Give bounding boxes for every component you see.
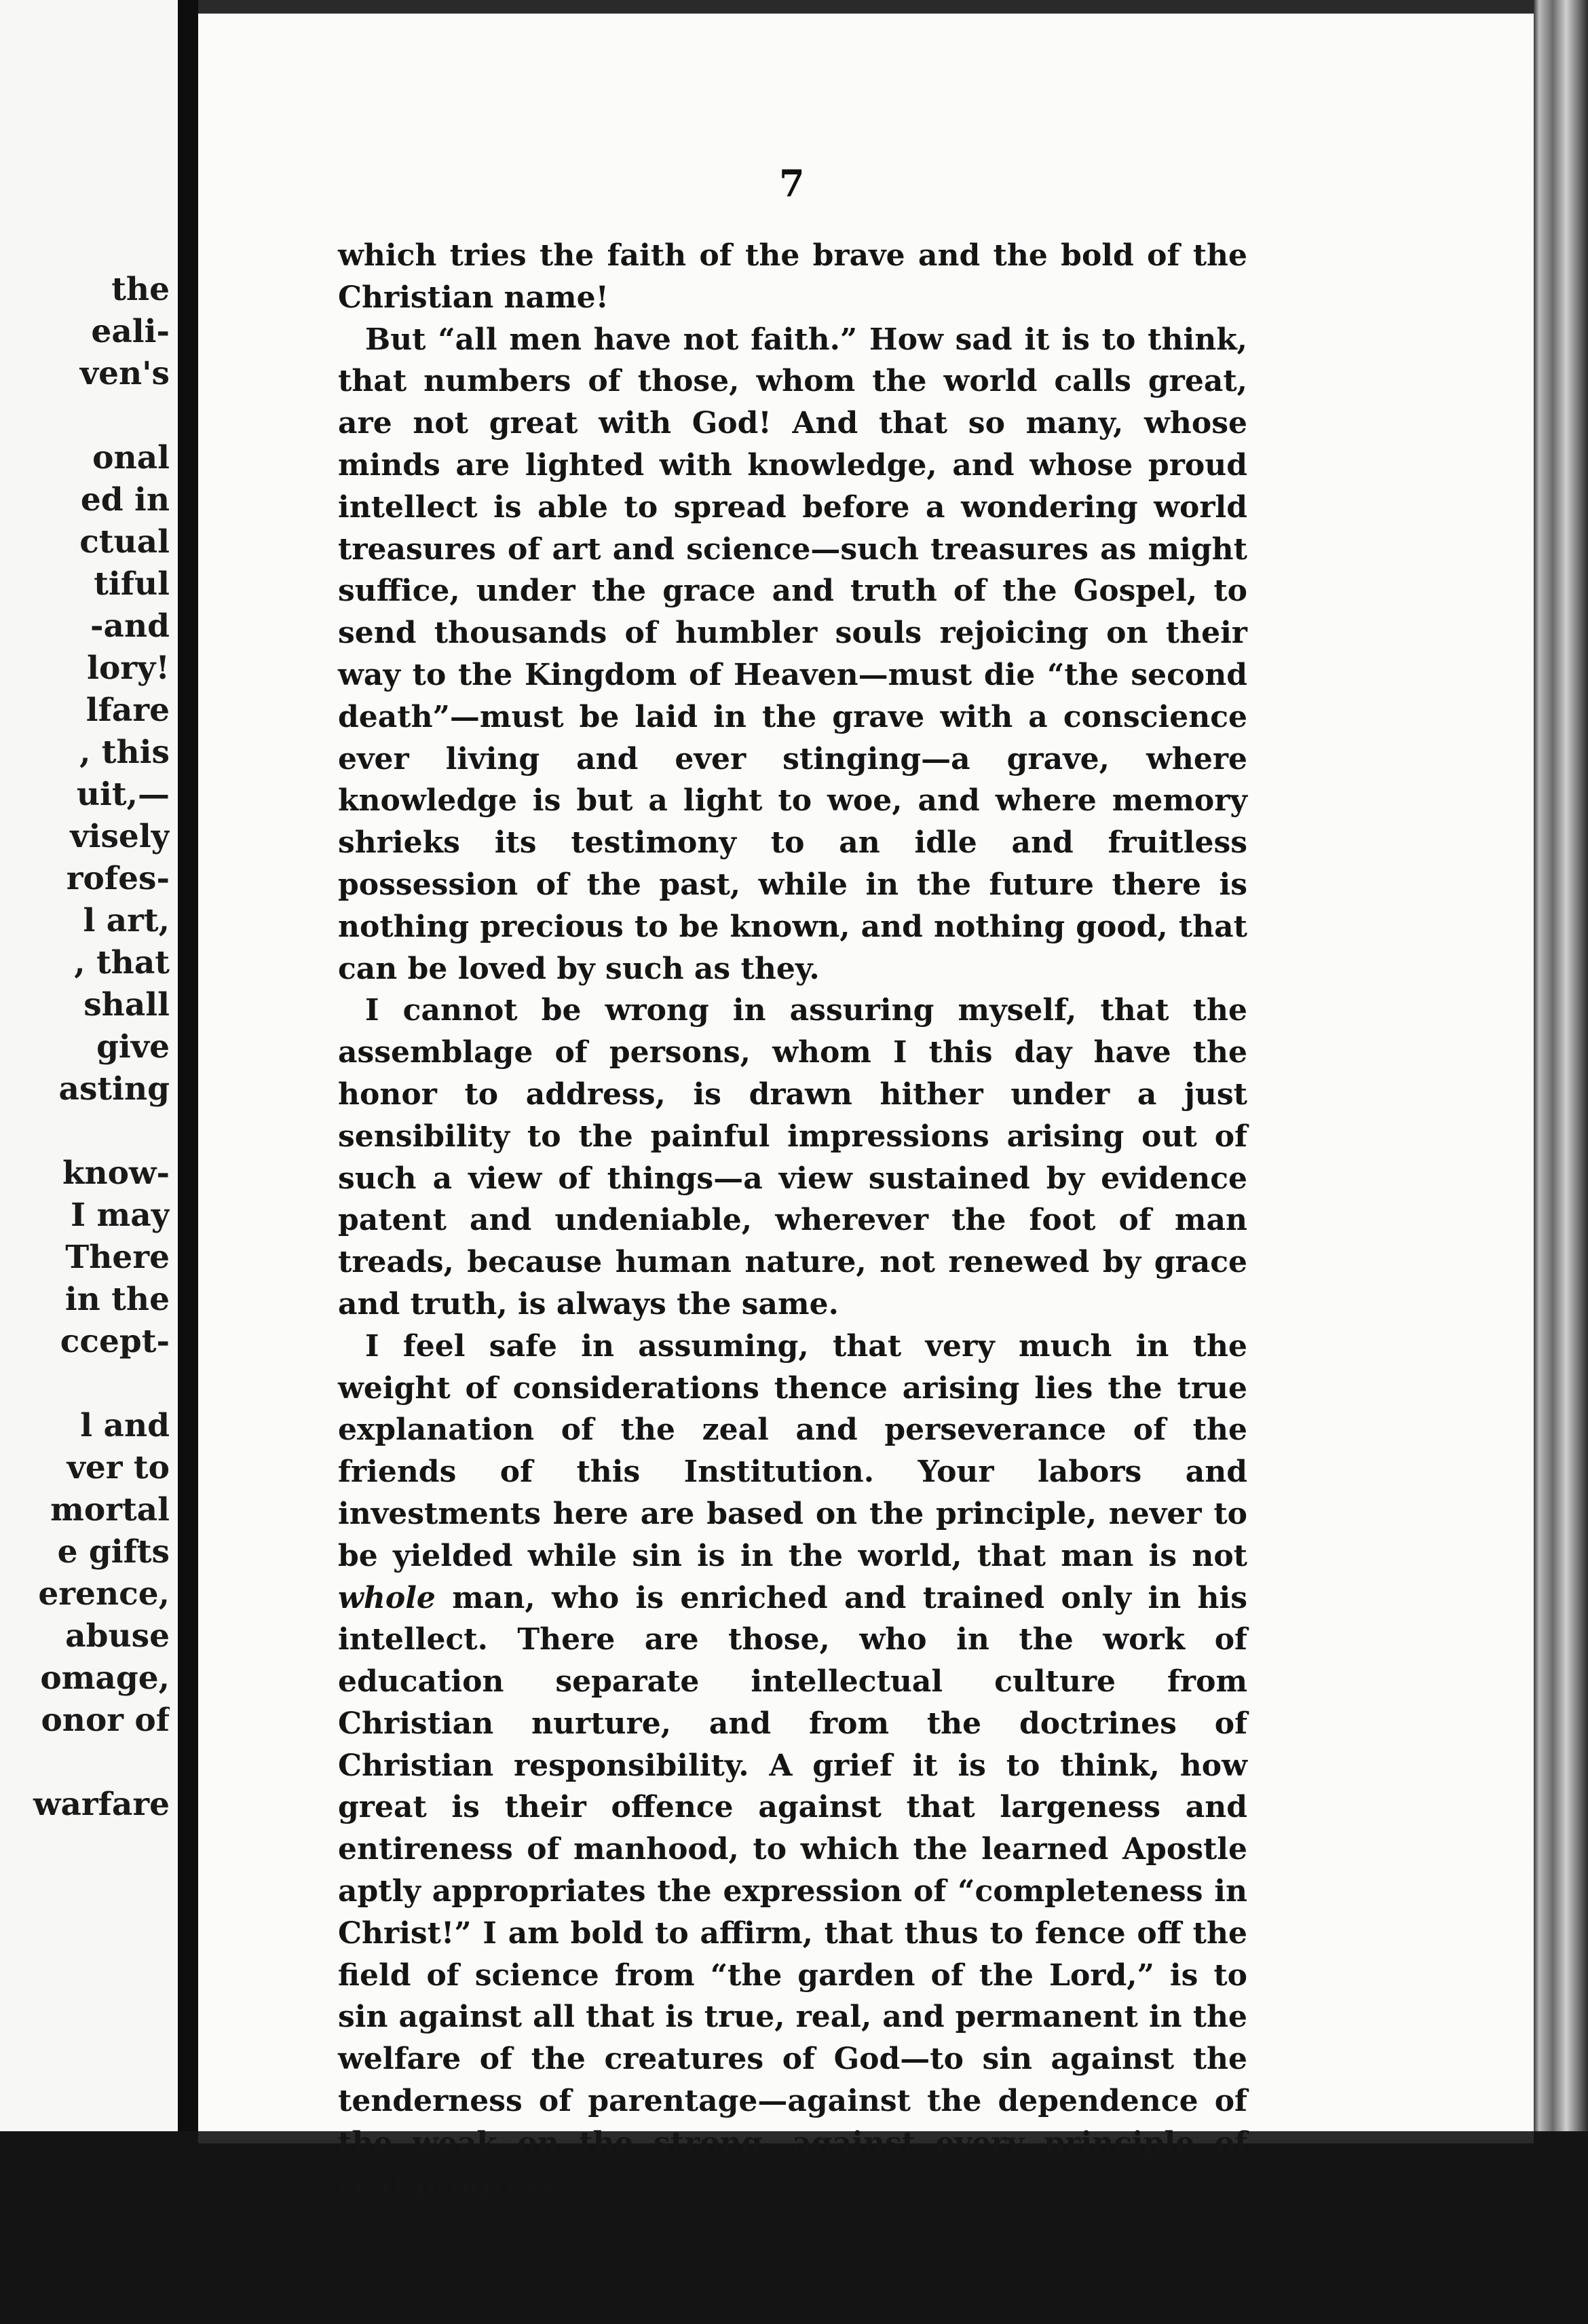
previous-page-line: omage, (40, 1660, 170, 1697)
previous-page-line (0, 1363, 170, 1405)
previous-page-line: e gifts (57, 1533, 170, 1571)
previous-page-line: , that (74, 944, 170, 981)
previous-page-line: give (85, 1028, 170, 1066)
previous-page-line: There (65, 1239, 170, 1276)
paragraph (338, 1326, 1247, 2207)
previous-page-line: ctual (79, 523, 170, 561)
previous-page-line: ven's (79, 355, 170, 392)
previous-page-line: tiful (94, 565, 170, 603)
previous-page-line: onal (92, 439, 170, 476)
previous-page-line: in the (64, 1281, 170, 1318)
previous-page-line: l art, (83, 902, 170, 939)
previous-page-line: abuse (54, 1617, 170, 1655)
page-edge-shadow (1534, 0, 1588, 2324)
previous-page-line: ver to (67, 1449, 170, 1486)
previous-page-line: I may (71, 1197, 170, 1234)
paragraph-text: I feel safe in assuming, that very much in the weight of considerations thence arising lies the true explanation of the zeal and perseverance of the friends of this Institution. Your labors and investments here are based on the principle, never to be yielded while sin is in the world, that man is not (338, 1328, 1247, 1573)
paragraph-text: man, who is enriched and trained only in his intellect. There are those, who in the work of education separate intellectual culture from Christian nurture, and from the doctrines of Christian responsibility. A grief it is to think, how great is their offence against that largeness and entireness of manhood, to which the learned Apostle aptly appropriates the expression of “completeness in Christ!” I am bold to affirm, that thus to fence off the field of science from “the garden of the Lord,” is to sin against all that is true, real, and permanent in the welfare of the creatures of God—to sin against the tenderness of parentage—against the dependence of the weak on the strong—against every principle of real progress (338, 1580, 1247, 2203)
previous-page-line (0, 1742, 170, 1784)
previous-page-line: onor of (41, 1702, 170, 1739)
previous-page-fragment (0, 0, 178, 2131)
previous-page-line: asting (58, 1070, 170, 1108)
previous-page-line: lory! (87, 650, 170, 687)
previous-page-line: warfare (33, 1786, 170, 1823)
page-body (338, 235, 1247, 2206)
previous-page-line: know- (62, 1155, 170, 1192)
previous-page-line (0, 1110, 170, 1152)
previous-page-text (0, 269, 170, 1826)
paragraph: But “all men have not faith.” How sad it is to think, that numbers of those, whom the world calls great, are not great with God! And that so many, whose minds are lighted with knowledge, and whose proud intellect is able to spread before a wondering world treasures of art and science—such treasures as might suffice, under the grace and truth of the Gospel, to send thousands of humbler souls rejoicing on their way to the Kingdom of Heaven—must die “the second death”—must be laid in the grave with a conscience ever living and ever stinging—a grave, where knowledge is but a light to woe, and where memory shrieks its testimony to an idle and fruitless possession of the past, while in the future there is nothing precious to be known, and nothing good, that can be loved by such as they. (338, 322, 1247, 986)
previous-page-line: rofes- (66, 860, 170, 897)
previous-page-line: l and (80, 1407, 170, 1444)
previous-page-line: visely (70, 818, 170, 855)
previous-page-line: mortal (50, 1491, 170, 1529)
previous-page-line: uit,— (76, 776, 170, 813)
previous-page-line: eali- (91, 313, 170, 350)
emphasized-word: whole (338, 1580, 436, 1615)
previous-page-line (0, 395, 170, 437)
previous-page-line: , this (79, 734, 170, 771)
paragraph: which tries the faith of the brave and the bold of the Christian name! (338, 238, 1247, 315)
page-number: 7 (779, 162, 805, 205)
previous-page-line: ccept- (60, 1323, 170, 1360)
previous-page-line: -and (90, 607, 170, 645)
previous-page-line: ed in (80, 481, 170, 519)
previous-page-line: shall (72, 986, 170, 1024)
previous-page-line: erence, (38, 1575, 170, 1613)
previous-page-line: the (111, 271, 170, 308)
book-gutter (178, 0, 198, 2324)
paragraph: I cannot be wrong in assuring myself, that the assemblage of persons, whom I this day have the honor to address, is drawn hither under a just sensibility to the painful impressions arising out of such a view of things—a view sustained by evidence patent and undeniable, wherever the foot of man treads, because human nature, not renewed by grace and truth, is always the same. (338, 993, 1247, 1322)
previous-page-line: lfare (86, 692, 170, 729)
